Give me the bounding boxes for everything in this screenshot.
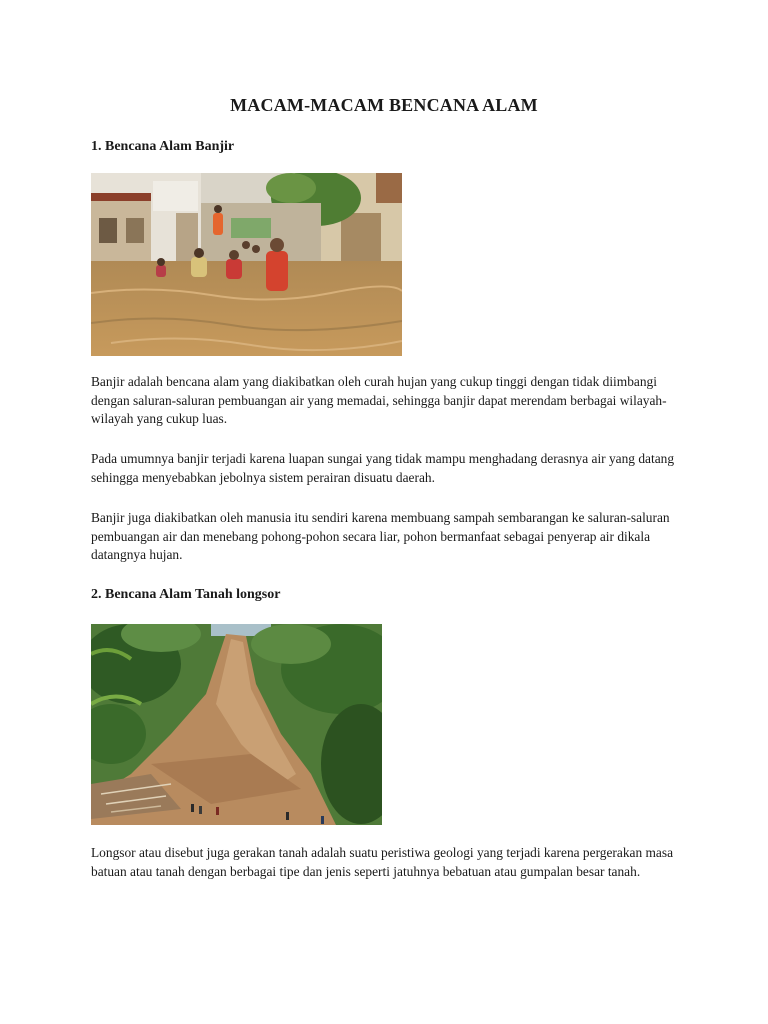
landslide-photo (91, 624, 382, 825)
section-heading-longsor: 2. Bencana Alam Tanah longsor (91, 587, 281, 602)
flood-photo (91, 173, 402, 356)
section-heading-banjir: 1. Bencana Alam Banjir (91, 139, 235, 154)
flood-image (91, 173, 402, 356)
page-title: MACAM-MACAM BENCANA ALAM (230, 95, 538, 115)
landslide-image (91, 624, 382, 825)
paragraph-banjir-1: Banjir adalah bencana alam yang diakibatkan oleh curah hujan yang cukup tinggi dengan tidak diimbangi dengan saluran-saluran pembuangan air yang memadai, sehingga banjir dapat merendam berbagai wilayah-wilayah yang cukup luas. (91, 374, 667, 426)
paragraph-banjir-3: Banjir juga diakibatkan oleh manusia itu sendiri karena membuang sampah sembarangan ke saluran-saluran pembuangan air dan menebang pohong-pohon secara liar, pohon bermanfaat sebagai penyerap air dikala datangnya hujan. (91, 510, 670, 562)
paragraph-longsor-1: Longsor atau disebut juga gerakan tanah adalah suatu peristiwa geologi yang terjadi karena pergerakan masa batuan atau tanah dengan berbagai tipe dan jenis seperti jatuhnya bebatuan atau gumpalan besar tanah. (91, 845, 674, 879)
paragraph-banjir-2: Pada umumnya banjir terjadi karena luapan sungai yang tidak mampu menghadang derasnya air yang datang sehingga menyebabkan jebolnya sistem perairan disuatu daerah. (91, 451, 675, 485)
